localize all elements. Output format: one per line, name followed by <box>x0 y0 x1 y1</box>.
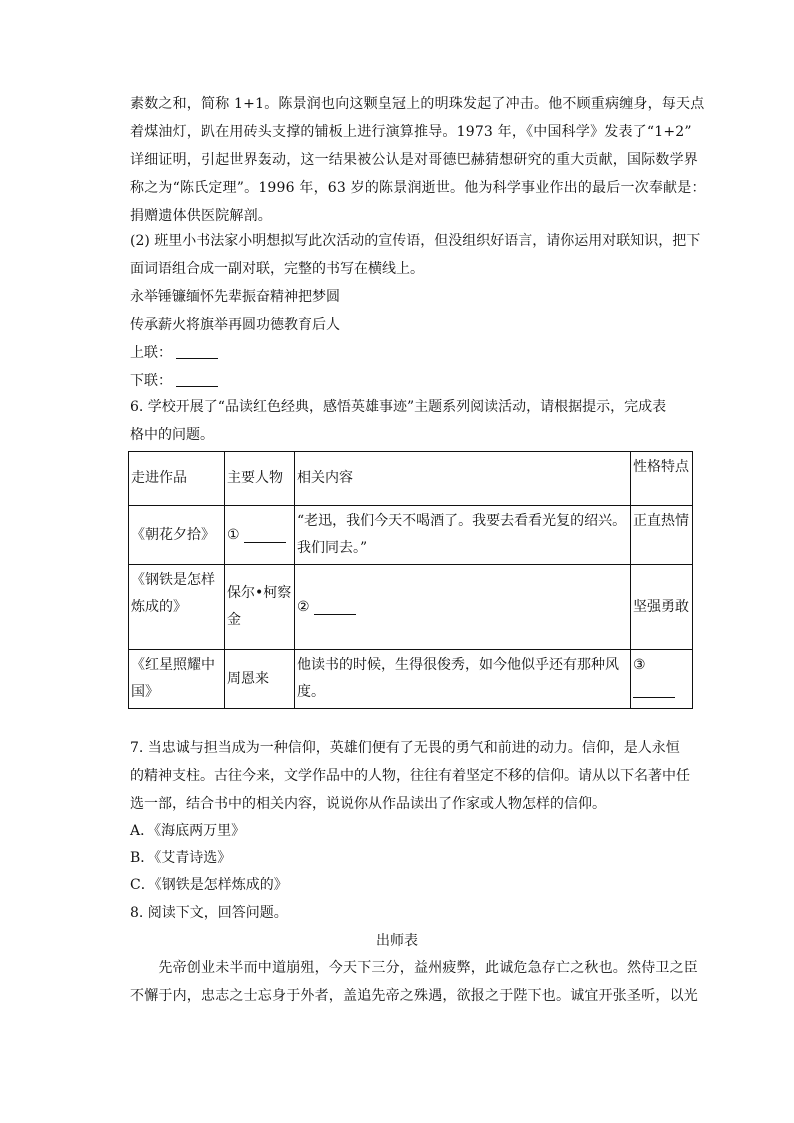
passage-title: 出师表 <box>376 933 418 949</box>
table-row <box>129 565 693 650</box>
table-row <box>129 650 693 709</box>
cell-content: 他读书的时候，生得很俊秀，如今他似乎还有那种风度。 <box>295 650 631 709</box>
cell-trait: 坚强勇敢 <box>631 565 693 650</box>
q7-prompt-line-2: 的精神支柱。古往今来，文学作品中的人物，往往有着坚定不移的信仰。请从以下名著中任 <box>130 768 690 784</box>
reading-activity-table <box>128 451 693 709</box>
q7-option-b[interactable]: B．《艾青诗选》 <box>130 850 232 866</box>
answer-blank-3[interactable] <box>633 683 675 698</box>
q6-prompt-line-1: 6. 学校开展了“品读红色经典，感悟英雄事迹”主题系列阅读活动，请根据提示，完成表 <box>130 399 667 415</box>
passage-line-1: 素数之和，简称 1+1。陈景润也向这颗皇冠上的明珠发起了冲击。他不顾重病缠身，每天点 <box>130 96 705 112</box>
upper-couplet-answer <box>130 344 218 362</box>
lower-couplet-answer <box>130 372 218 390</box>
answer-blank-1[interactable] <box>244 528 286 543</box>
passage-line-4: 称之为“陈氏定理”。1996 年，63 岁的陈景润逝世。他为科学事业作出的最后一次奉献是： <box>130 180 706 196</box>
cell-work: 《朝花夕拾》 <box>129 506 225 565</box>
q8-prompt: 8. 阅读下文，回答问题。 <box>130 905 288 921</box>
cell-character: 周恩来 <box>225 650 295 709</box>
cell-character: 保尔•柯察金 <box>225 565 295 650</box>
passage-line-5: 捐赠遗体供医院解剖。 <box>130 208 272 224</box>
q6-prompt-line-2: 格中的问题。 <box>130 427 214 443</box>
upper-couplet-label: 上联： <box>130 345 172 361</box>
cell-content: “老迅，我们今天不喝酒了。我要去看看光复的绍兴。我们同去。” <box>295 506 631 565</box>
classical-text-line-1: 先帝创业未半而中道崩殂，今天下三分，益州疲弊，此诚危急存亡之秋也。然侍卫之臣 <box>130 960 698 976</box>
q7-prompt-line-1: 7. 当忠诚与担当成为一种信仰，英雄们便有了无畏的勇气和前进的动力。信仰，是人永恒 <box>130 740 680 756</box>
header-content: 相关内容 <box>295 452 631 506</box>
passage-line-2: 着煤油灯，趴在用砖头支撑的铺板上进行演算推导。1973 年，《中国科学》发表了“1+2” <box>130 124 692 140</box>
lower-couplet-label: 下联： <box>130 373 172 389</box>
passage-line-3: 详细证明，引起世界轰动，这一结果被公认是对哥德巴赫猜想研究的重大贡献，国际数学界 <box>130 152 698 168</box>
header-character: 主要人物 <box>225 452 295 506</box>
header-trait: 性格特点 <box>631 452 693 506</box>
lower-couplet-blank[interactable] <box>176 372 218 387</box>
cell-character: ① <box>225 506 295 565</box>
q5-2-prompt-line-1: (2) 班里小书法家小明想拟写此次活动的宣传语，但没组织好语言，请你运用对联知识，把下 <box>130 233 701 249</box>
table-header-row <box>129 452 693 506</box>
cell-trait: ③ <box>631 650 693 709</box>
upper-couplet-blank[interactable] <box>176 344 218 359</box>
q5-2-prompt-line-2: 面词语组合成一副对联，完整的书写在横线上。 <box>130 261 424 277</box>
classical-text-line-2: 不懈于内，忠志之士忘身于外者，盖追先帝之殊遇，欲报之于陛下也。诚宜开张圣听，以光 <box>130 988 698 1004</box>
table-row <box>129 506 693 565</box>
cell-trait: 正直热情 <box>631 506 693 565</box>
q7-option-c[interactable]: C．《钢铁是怎样炼成的》 <box>130 877 288 893</box>
couplet-words-1: 永举锤镰缅怀先辈振奋精神把梦圆 <box>130 289 340 305</box>
answer-blank-2[interactable] <box>314 600 356 615</box>
q7-prompt-line-3: 选一部，结合书中的相关内容，说说你从作品读出了作家或人物怎样的信仰。 <box>130 796 606 812</box>
cell-content: ② <box>295 565 631 650</box>
header-work: 走进作品 <box>129 452 225 506</box>
cell-work: 《红星照耀中国》 <box>129 650 225 709</box>
q7-option-a[interactable]: A．《海底两万里》 <box>130 823 246 839</box>
cell-work: 《钢铁是怎样炼成的》 <box>129 565 225 650</box>
couplet-words-2: 传承薪火将旗举再圆功德教育后人 <box>130 317 340 333</box>
